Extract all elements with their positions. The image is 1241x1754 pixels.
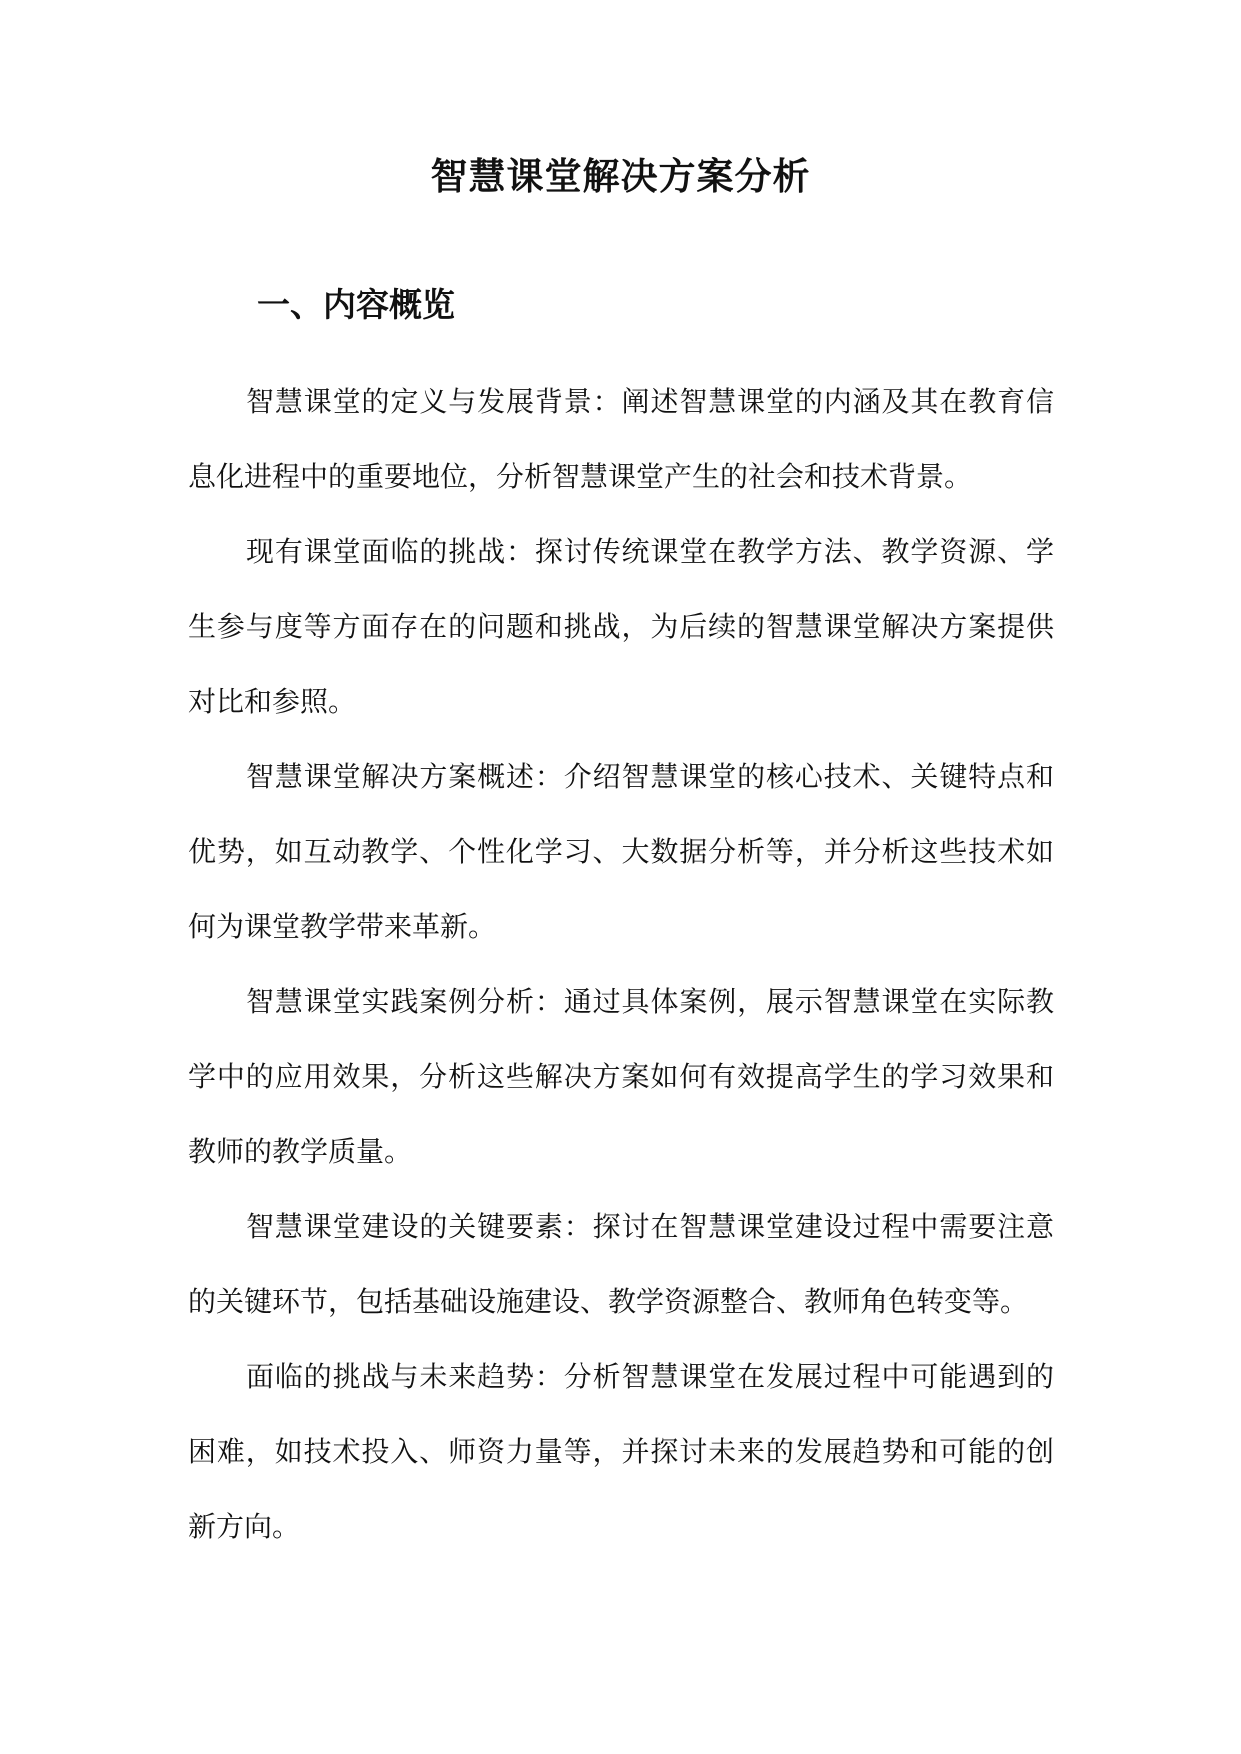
paragraph-challenges: 现有课堂面临的挑战：探讨传统课堂在教学方法、教学资源、学生参与度等方面存在的问题和挑战，为后续的智慧课堂解决方案提供对比和参照。 [188, 535, 1054, 718]
paragraph-overview: 智慧课堂解决方案概述：介绍智慧课堂的核心技术、关键特点和优势，如互动教学、个性化学习、大数据分析等，并分析这些技术如何为课堂教学带来革新。 [188, 760, 1054, 943]
paragraph-future-trends: 面临的挑战与未来趋势：分析智慧课堂在发展过程中可能遇到的困难，如技术投入、师资力量等，并探讨未来的发展趋势和可能的创新方向。 [188, 1360, 1054, 1543]
paragraph-definition: 智慧课堂的定义与发展背景：阐述智慧课堂的内涵及其在教育信息化进程中的重要地位，分析智慧课堂产生的社会和技术背景。 [188, 385, 1054, 493]
document-body [188, 364, 1054, 1564]
section-heading: 一、内容概览 [257, 285, 455, 324]
document-title: 智慧课堂解决方案分析 [430, 154, 811, 198]
paragraph-key-elements: 智慧课堂建设的关键要素：探讨在智慧课堂建设过程中需要注意的关键环节，包括基础设施建设、教学资源整合、教师角色转变等。 [188, 1210, 1054, 1318]
paragraph-case-study: 智慧课堂实践案例分析：通过具体案例，展示智慧课堂在实际教学中的应用效果，分析这些解决方案如何有效提高学生的学习效果和教师的教学质量。 [188, 985, 1054, 1168]
